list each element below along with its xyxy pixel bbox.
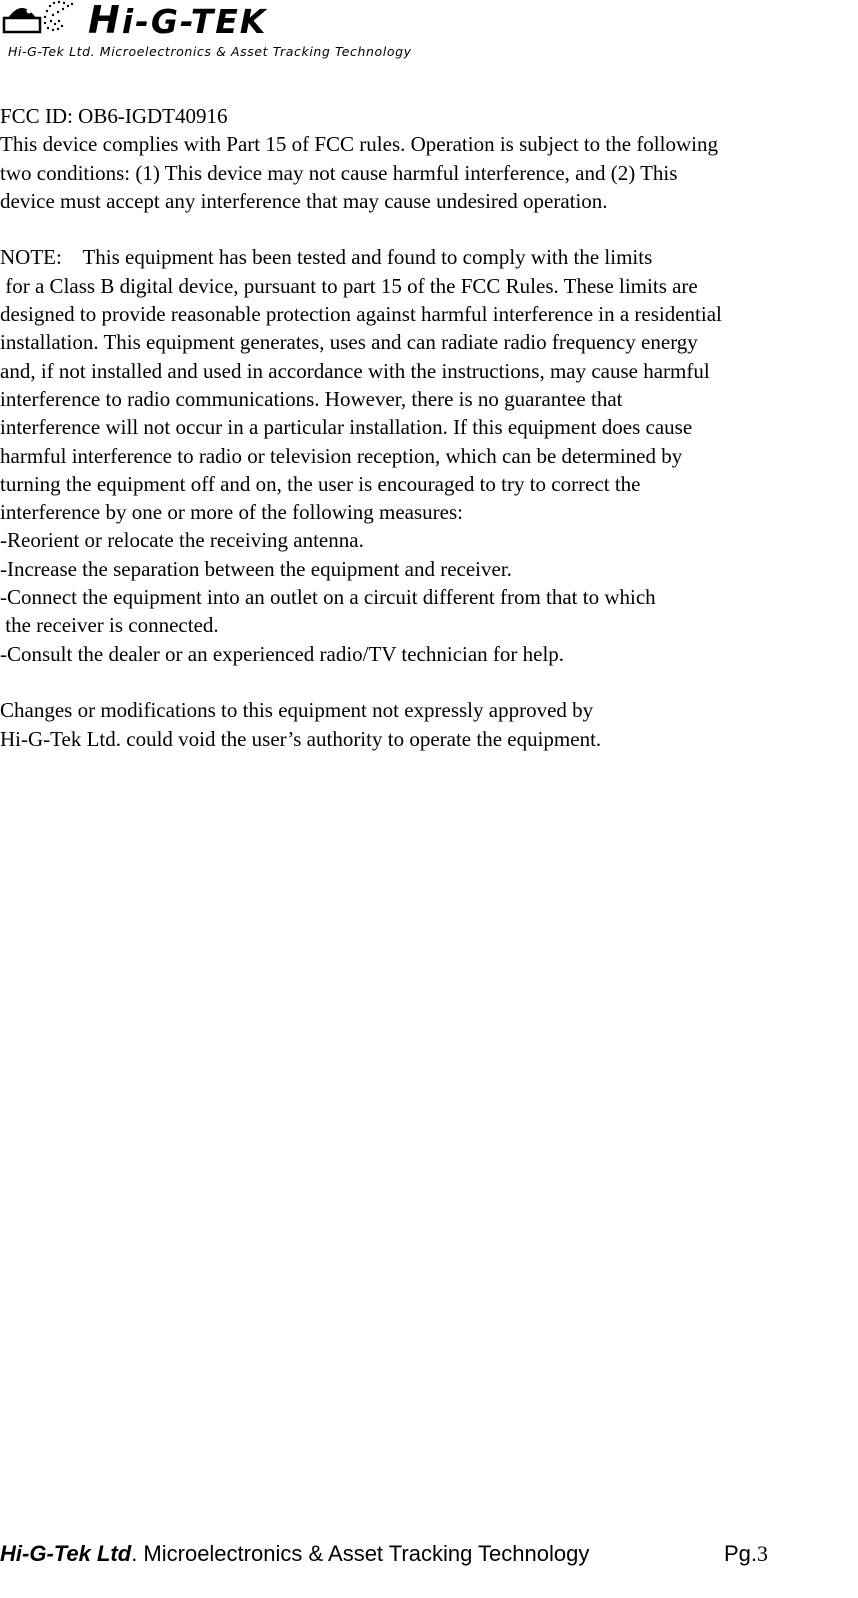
paragraph-spacer <box>0 215 858 243</box>
measure-item: -Reorient or relocate the receiving antenna. <box>0 528 364 553</box>
note-line: interference will not occur in a particular installation. If this equipment does cause <box>0 415 693 440</box>
page-header <box>0 0 440 66</box>
footer-company-name: Hi-G-Tek Ltd <box>0 1541 132 1566</box>
measure-item: -Connect the equipment into an outlet on a circuit different from that to which <box>0 585 656 610</box>
note-line: installation. This equipment generates, uses and can radiate radio frequency energy <box>0 330 698 355</box>
company-logo-wordmark: Hi-G-TEK <box>88 0 268 42</box>
changes-line: Hi-G-Tek Ltd. could void the user’s authority to operate the equipment. <box>0 726 602 751</box>
note-line: harmful interference to radio or television reception, which can be determined by <box>0 443 683 468</box>
compliance-line: This device complies with Part 15 of FCC rules. Operation is subject to the following <box>0 132 718 157</box>
measure-item: the receiver is connected. <box>0 613 219 638</box>
note-line: turning the equipment off and on, the user is encouraged to try to correct the <box>0 471 641 496</box>
compliance-line: device must accept any interference that may cause undesired operation. <box>0 188 608 213</box>
fcc-statement <box>0 102 858 753</box>
compliance-paragraph <box>0 130 858 215</box>
note-paragraph <box>0 243 858 667</box>
company-logo-icon <box>2 0 88 36</box>
paragraph-spacer <box>0 668 858 696</box>
measure-item: -Consult the dealer or an experienced radio/TV technician for help. <box>0 641 565 666</box>
page-number-value: 3 <box>757 1541 769 1566</box>
page-footer <box>0 1541 858 1567</box>
note-line: interference to radio communications. However, there is no guarantee that <box>0 386 623 411</box>
changes-paragraph <box>0 696 858 753</box>
compliance-line: two conditions: (1) This device may not cause harmful interference, and (2) This <box>0 160 678 185</box>
note-line: for a Class B digital device, pursuant to part 15 of the FCC Rules. These limits are <box>0 273 698 298</box>
changes-line: Changes or modifications to this equipment not expressly approved by <box>0 698 594 723</box>
footer-tagline: . Microelectronics & Asset Tracking Technology <box>131 1541 590 1566</box>
page-number <box>724 1541 768 1567</box>
page-label: Pg. <box>724 1541 758 1566</box>
note-line: designed to provide reasonable protection against harmful interference in a residential <box>0 302 722 327</box>
measure-item: -Increase the separation between the equipment and receiver. <box>0 556 512 581</box>
header-tagline: Hi-G-Tek Ltd. Microelectronics & Asset Tracking Technology <box>8 44 412 59</box>
note-line: NOTE: This equipment has been tested and found to comply with the limits <box>0 245 653 270</box>
fcc-id: FCC ID: OB6-IGDT40916 <box>0 104 228 128</box>
note-line: and, if not installed and used in accordance with the instructions, may cause harmful <box>0 358 710 383</box>
note-line: interference by one or more of the following measures: <box>0 500 463 525</box>
